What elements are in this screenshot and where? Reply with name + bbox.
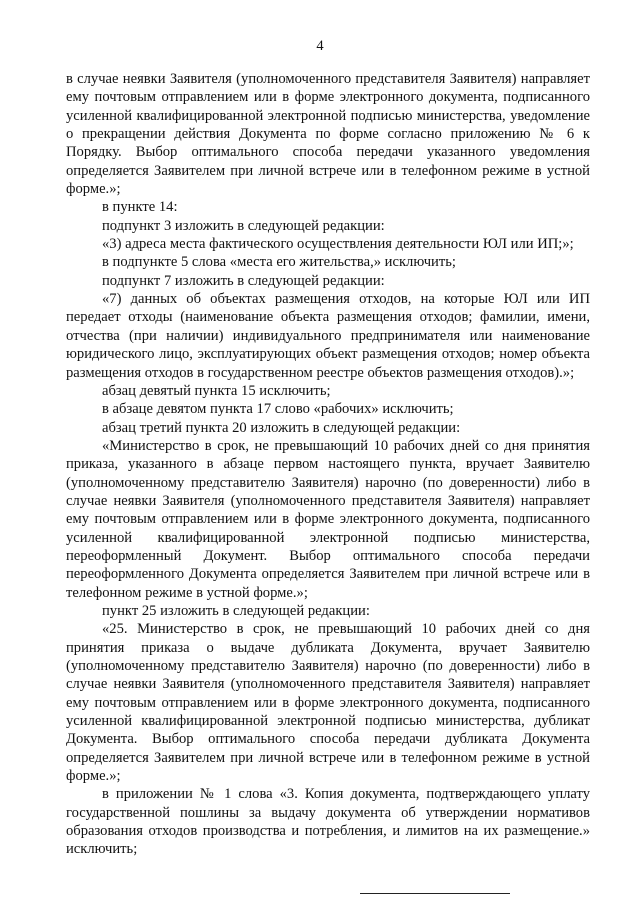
paragraph: «3) адреса места фактического осуществления деятельности ЮЛ или ИП;»; <box>102 236 574 253</box>
paragraph: подпункт 7 изложить в следующей редакции: <box>102 272 385 289</box>
paragraph: в приложении № 1 слова «3. Копия документа, подтверждающего уплату государственной пошлины за выдачу документа об утверждении нормативов образования отходов производства и потребления, и лимитов на их размещение.» исключить; <box>66 786 590 858</box>
paragraph: в случае неявки Заявителя (уполномоченного представителя Заявителя) направляет ему почтовым отправлением или в форме электронного документа, подписанного усиленной квалифицированной электронной подписью министерства, уведомление о прекращении действия Документа по форме согласно приложению № 6 к Порядку. Выбор оптимального способа передачи указанного уведомления определяется Заявителем при личной встрече или в телефонном режиме в устной форме.»; <box>66 71 590 198</box>
paragraph: «7) данных об объектах размещения отходов, на которые ЮЛ или ИП передает отходы (наименование объекта размещения отходов; фамилии, имени, отчества (при наличии) индивидуального предпринимателя или наименование юридического лицо, эксплуатирующих объект размещения отходов; номер объекта размещения отходов в государственном реестре объектов размещения отходов).»; <box>66 291 590 381</box>
paragraph: пункт 25 изложить в следующей редакции: <box>102 602 370 619</box>
paragraph: в подпункте 5 слова «места его жительства,» исключить; <box>102 254 456 271</box>
paragraph: «25. Министерство в срок, не превышающий 10 рабочих дней со дня принятия приказа о выдаче дубликата Документа, вручает Заявителю (уполномоченному представителю Заявителя) нарочно (по доверенности) либо в случае неявки Заявителя (уполномоченного представителя Заявителя) направляет ему почтовым отправлением или в форме электронного документа, подписанного усиленной квалифицированной электронной подписью министерства, дубликат Документа. Выбор оптимального способа передачи дубликата Документа определяется Заявителем при личной встрече или в телефонном режиме в устной форме.»; <box>66 621 590 785</box>
paragraph: абзац девятый пункта 15 исключить; <box>102 382 331 399</box>
paragraph: в пункте 14: <box>102 199 178 216</box>
paragraph: «Министерство в срок, не превышающий 10 рабочих дней со дня принятия приказа, указанного в абзаце первом настоящего пункта, вручает Заявителю (уполномоченному представителю Заявителя) нарочно (по доверенности) либо в случае неявки Заявителя (уполномоченного представителя Заявителя) направляет ему почтовым отправлением или в форме электронного документа, подписанного усиленной квалифицированной электронной подписью министерства, переоформленный Документ. Выбор оптимального способа передачи переоформленного Документа определяется Заявителем при личной встрече или в телефонном режиме в устной форме.»; <box>66 437 590 601</box>
paragraph: в абзаце девятом пункта 17 слово «рабочих» исключить; <box>102 401 454 418</box>
document-body <box>66 70 590 859</box>
paragraph: абзац третий пункта 20 изложить в следующей редакции: <box>102 419 461 436</box>
page-number: 4 <box>316 38 324 54</box>
paragraph: подпункт 3 изложить в следующей редакции: <box>102 217 385 234</box>
footer-rule <box>360 893 510 894</box>
